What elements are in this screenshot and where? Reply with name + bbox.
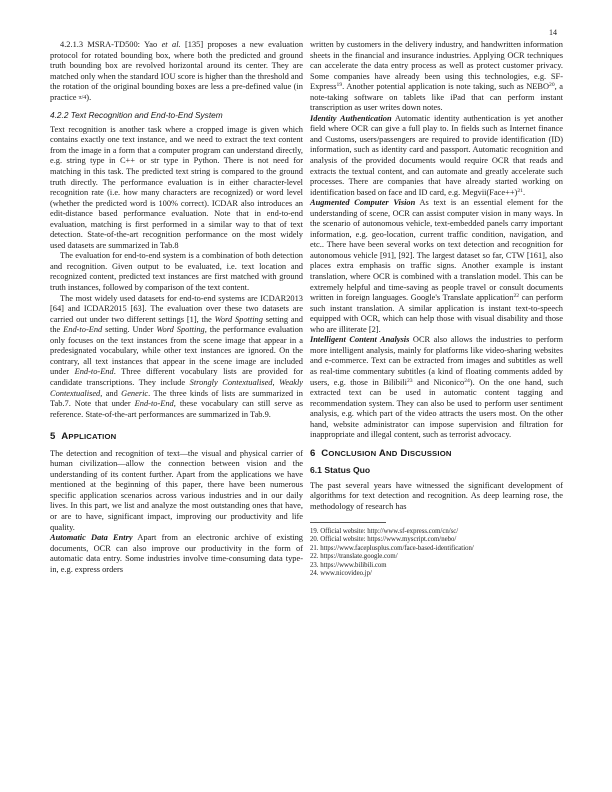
footnotes	[310, 528, 563, 580]
end-to-end-datasets-paragraph: The most widely used datasets for end-to-end systems are ICDAR2013 [64] and ICDAR2015 [63]. The evaluation over these two datasets are carried out under two different settings [1], the Word Spotting setting and the End-to-End setting. Under Word Spotting, the performance evaluation only focuses on the text instances from the scene image that appear in a predesignated vocabulary, while other text instances are ignored. On the contrary, all text instances that appear in the scene image are included under End-to-End. Three different vocabulary lists are provided for candidate transcriptions. They include Strongly Contextualised, Weakly Contextualised, and Generic. The three kinds of lists are summarized in Tab.7. Note that under End-to-End, these vocabulary can still serve as reference. State-of-the-art performances are summarized in Tab.9.	[50, 293, 304, 419]
footnote-21[interactable]: 21. https://www.faceplusplus.com/face-based-identification/	[310, 544, 474, 552]
page-number: 14	[549, 28, 557, 37]
status-quo-paragraph: The past several years have witnessed the significant development of algorithms for text detection and recognition. As deep learning rose, the methodology of research has	[310, 480, 563, 511]
data-entry-continued-paragraph: written by customers in the delivery industry, and handwritten information sheets in the financial and insurance industries. Applying OCR techniques can accelerate the data entry process as well as protect customer privacy. Some companies have already been using this technologies, e.g. SF-Express$^{19}$. Another potential application is note taking, such as NEBO$^{20}$, a note-taking software on tablets like iPad that can perform instant transcription as user writes down notes.	[310, 40, 564, 113]
section-4-2-2-heading: 4.2.2 Text Recognition and End-to-End System	[50, 110, 223, 121]
section-6-1-heading: 6.1 Status Quo	[310, 465, 371, 476]
section-6-heading: 6 CONCLUSION AND DISCUSSION	[310, 447, 452, 459]
footnote-20[interactable]: 20. Official website: https://www.myscript.com/nebo/	[310, 536, 457, 544]
footnote-19[interactable]: 19. Official website: http://www.sf-express.com/cn/sc/	[310, 527, 459, 535]
intelligent-content-analysis-paragraph: Intelligent Content Analysis OCR also allows the industries to perform more intelligent analysis, mainly for platforms like video-sharing websites and e-commerce. Text can be extracted from images and subtitles as well as real-time commentary subtitles (a kind of floating comments added by users, e.g. those in Bilibili$^{23}$ and Niconico$^{24}$). On the one hand, such extracted text can be used in automatic content tagging and recommendation system. They can also be used to perform user sentiment analysis, e.g. which part of the video attracts the users most. On the other hand, website administrator can impose supervision and filtration for inappropriate and illegal content, such as terrorist advocacy.	[310, 335, 564, 440]
footnote-22[interactable]: 22. https://translate.google.com/	[310, 553, 398, 561]
footnote-23[interactable]: 23. https://www.bilibili.com	[310, 561, 387, 569]
footnote-24[interactable]: 24. www.nicovideo.jp/	[310, 570, 372, 578]
application-intro-paragraph: The detection and recognition of text—the visual and physical carrier of human civilization—allow the connection between vision and the understanding of its content further. Apart from the applications we have mentioned at the beginning of this paper, there have been numerous specific application scenarios across various industries and in our daily lives. In this part, we list and analyze the most outstanding ones that have, or are to have, significant impact, improving our productivity and life quality.	[50, 448, 303, 532]
right-column	[310, 40, 563, 579]
msra-td500-paragraph: 4.2.1.3 MSRA-TD500: Yao et al. [135] proposes a new evaluation protocol for rotated bounding box, where both the predicted and ground truth bounding box are revolved horizontal around its center. They are matched only when the standard IOU score is higher than the threshold and the rotation of the original bounding boxes are less a pre-defined value (in practice π/4).	[50, 40, 304, 102]
end-to-end-evaluation-paragraph: The evaluation for end-to-end system is a combination of both detection and recognition. Given output to be evaluated, i.e. text location and recognized content, predicted text instances are first matched with ground truth instances, followed by comparison of the text content.	[50, 251, 303, 293]
section-5-heading: 5 APPLICATION	[50, 431, 117, 443]
left-column	[50, 40, 303, 575]
footnote-rule	[310, 522, 386, 523]
identity-authentication-paragraph: Identity Authentication Automatic identity authentication is yet another field where OCR can give a full play to. In fields such as Internet finance and Customs, users/passengers are required to provide identification (ID) information, such as identity card and passport. Automatic recognition and analysis of the provided documents would require OCR that reads and extracts the textual content, and can automate and greatly accelerate such processes. There are companies that have already started working on identification based on face and ID card, e.g. Megvii(Face++)$^{21}$.	[310, 113, 563, 197]
automatic-data-entry-paragraph: Automatic Data Entry Apart from an electronic archive of existing documents, OCR can also improve our productivity in the form of automatic data entry. Some industries involve time-consuming data type-in, e.g. express orders	[50, 533, 303, 574]
augmented-computer-vision-paragraph: Augmented Computer Vision As text is an essential element for the understanding of scene, OCR can assist computer vision in many ways. In the scenario of autonomous vehicle, text-embedded panels carry important information, e.g. geo-location, current traffic condition, navigation, and etc.. There have been several works on text detection and recognition for autonomous vehicle [91], [92]. The largest dataset so far, CTW [161], also places extra emphasis on traffic signs. Another example is instant translation, where OCR is combined with a translation model. This can be extremely helpful and time-saving as people travel or consult documents written in foreign languages. Google's Translate application$^{22}$ can perform such instant translation. A similar application is instant text-to-speech equipped with OCR, which can help those with visual disability and those who are illiterate [2].	[310, 198, 563, 334]
text-recognition-paragraph: Text recognition is another task where a cropped image is given which contains exactly one text instance, and we need to extract the text content from the image in a form that a computer program can understand directly, e.g. string type in C++ or str type in Python. There is not need for matching in this task. The predicted text string is compared to the ground truth directly. The performance evaluation is in either character-level recognition rate (i.e. how many characters are recognized) or word level (whether the predicted word is 100% correct). ICDAR also introduces an edit-distance based performance evaluation. Note that in end-to-end evaluation, matching is first performed in a similar way to that of text detection. State-of-the-art recognition performance on the most widely used datasets are summarized in Tab.8	[50, 124, 303, 250]
